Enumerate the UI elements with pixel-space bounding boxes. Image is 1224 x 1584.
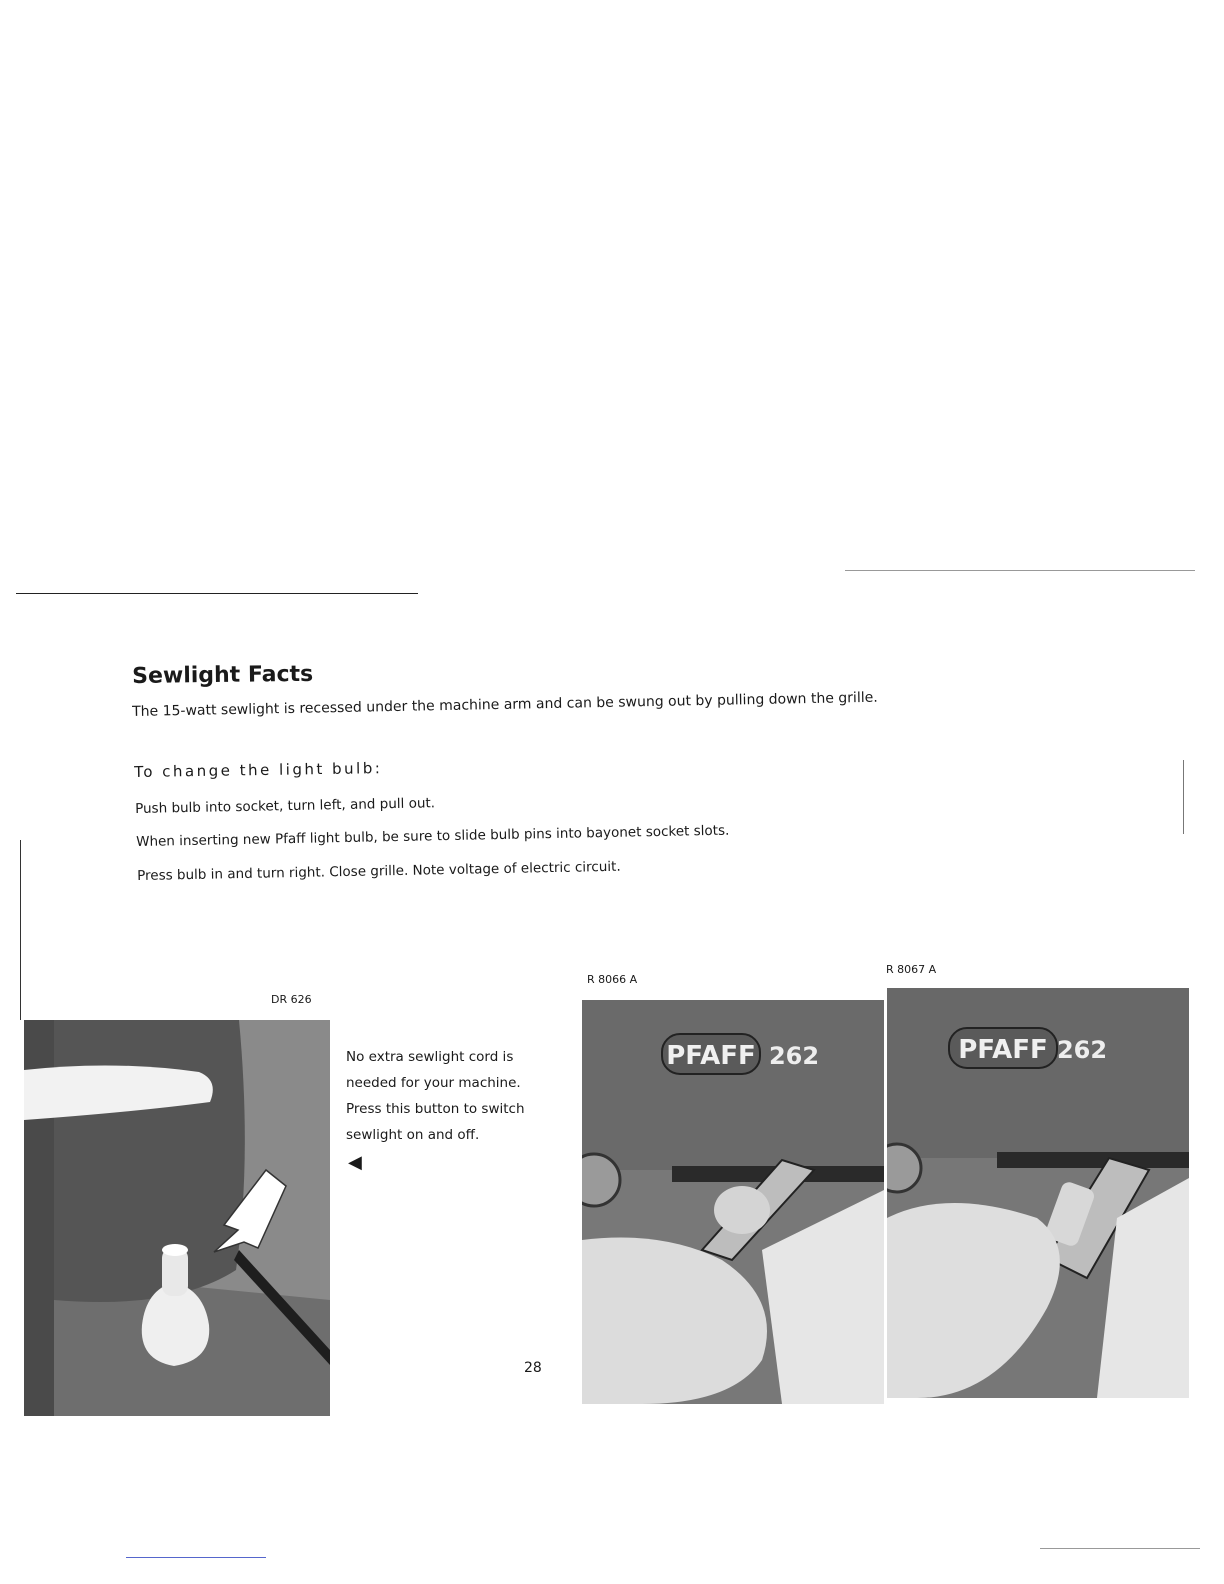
step-text: Press bulb in and turn right. Close grille. Note voltage of electric circuit. <box>137 858 621 884</box>
note-text <box>346 1044 551 1148</box>
note-line: Press this button to switch <box>346 1101 525 1117</box>
section-title: Sewlight Facts <box>132 661 314 689</box>
bottom-right-rule <box>1040 1548 1200 1549</box>
page-number: 28 <box>524 1360 542 1376</box>
remove-bulb-photo <box>582 1000 884 1404</box>
note-line: sewlight on and off. <box>346 1127 480 1143</box>
bottom-left-rule <box>126 1557 266 1558</box>
left-margin-line <box>20 840 21 1020</box>
subheading: To change the light bulb: <box>134 759 383 781</box>
intro-text: The 15-watt sewlight is recessed under the machine arm and can be swung out by pulling down the grille. <box>132 689 878 720</box>
step-text: When inserting new Pfaff light bulb, be sure to slide bulb pins into bayonet socket slots. <box>136 822 730 850</box>
model-label: 262 <box>768 1042 820 1070</box>
model-label: 262 <box>1056 1036 1108 1064</box>
insert-bulb-photo <box>887 988 1189 1398</box>
insert-bulb-illustration <box>887 988 1189 1398</box>
top-right-rule <box>845 570 1195 571</box>
figure-caption: R 8066 A <box>587 973 638 986</box>
remove-bulb-illustration <box>582 1000 884 1404</box>
brand-label: PFAFF <box>666 1041 756 1071</box>
brand-label: PFAFF <box>958 1035 1048 1065</box>
figure-caption: R 8067 A <box>886 963 937 976</box>
note-line: needed for your machine. <box>346 1075 521 1091</box>
figure-caption: DR 626 <box>271 993 312 1006</box>
note-line: No extra sewlight cord is <box>346 1049 514 1065</box>
top-left-rule <box>16 593 418 594</box>
left-pointer-icon: ◀ <box>348 1152 362 1173</box>
right-margin-mark <box>1183 760 1184 834</box>
switch-button-photo <box>24 1020 330 1416</box>
switch-button-illustration <box>24 1020 330 1416</box>
step-text: Push bulb into socket, turn left, and pull out. <box>135 795 436 817</box>
